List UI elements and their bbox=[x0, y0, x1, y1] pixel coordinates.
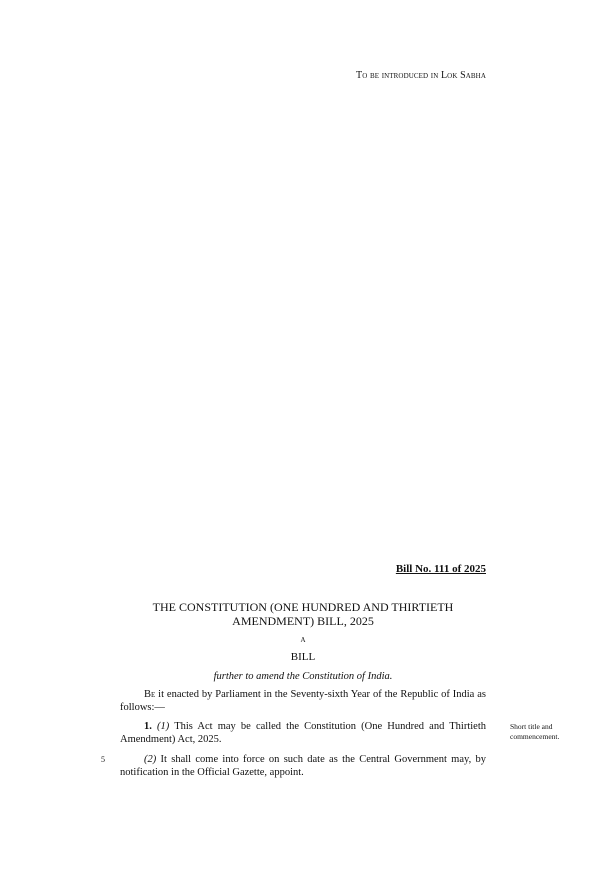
bill-title-line-2: AMENDMENT) BILL, 2025 bbox=[232, 614, 374, 628]
section-1-subsection-1 bbox=[120, 720, 486, 746]
introduction-note: To be introduced in Lok Sabha bbox=[355, 70, 486, 81]
subsection-2-text: It shall come into force on such date as the Central Government may, by notification in the Official Gazette, appoint. bbox=[120, 754, 486, 778]
bill-number: Bill No. 111 of 2025 bbox=[395, 563, 486, 575]
bill-word: BILL bbox=[290, 651, 316, 663]
bill-title-line-1: THE CONSTITUTION (ONE HUNDRED AND THIRTIETH bbox=[152, 600, 454, 614]
enacting-clause bbox=[120, 688, 486, 714]
bill-purpose: further to amend the Constitution of India. bbox=[213, 671, 393, 682]
section-1-subsection-2 bbox=[120, 753, 486, 779]
section-number: 1. bbox=[144, 721, 152, 732]
enacting-lead-word: Be bbox=[144, 689, 156, 700]
line-number: 5 bbox=[101, 755, 105, 764]
article-a: A bbox=[300, 636, 306, 644]
bill-title bbox=[120, 600, 486, 628]
subsection-2-label: (2) bbox=[144, 754, 157, 765]
subsection-1-label: (1) bbox=[157, 721, 170, 732]
enacting-text: it enacted by Parliament in the Seventy-sixth Year of the Republic of India as follows:— bbox=[120, 689, 486, 713]
subsection-1-text: This Act may be called the Constitution (One Hundred and Thirtieth Amendment) Act, 2025. bbox=[120, 721, 487, 745]
marginal-note: Short title and commencement. bbox=[510, 722, 560, 741]
